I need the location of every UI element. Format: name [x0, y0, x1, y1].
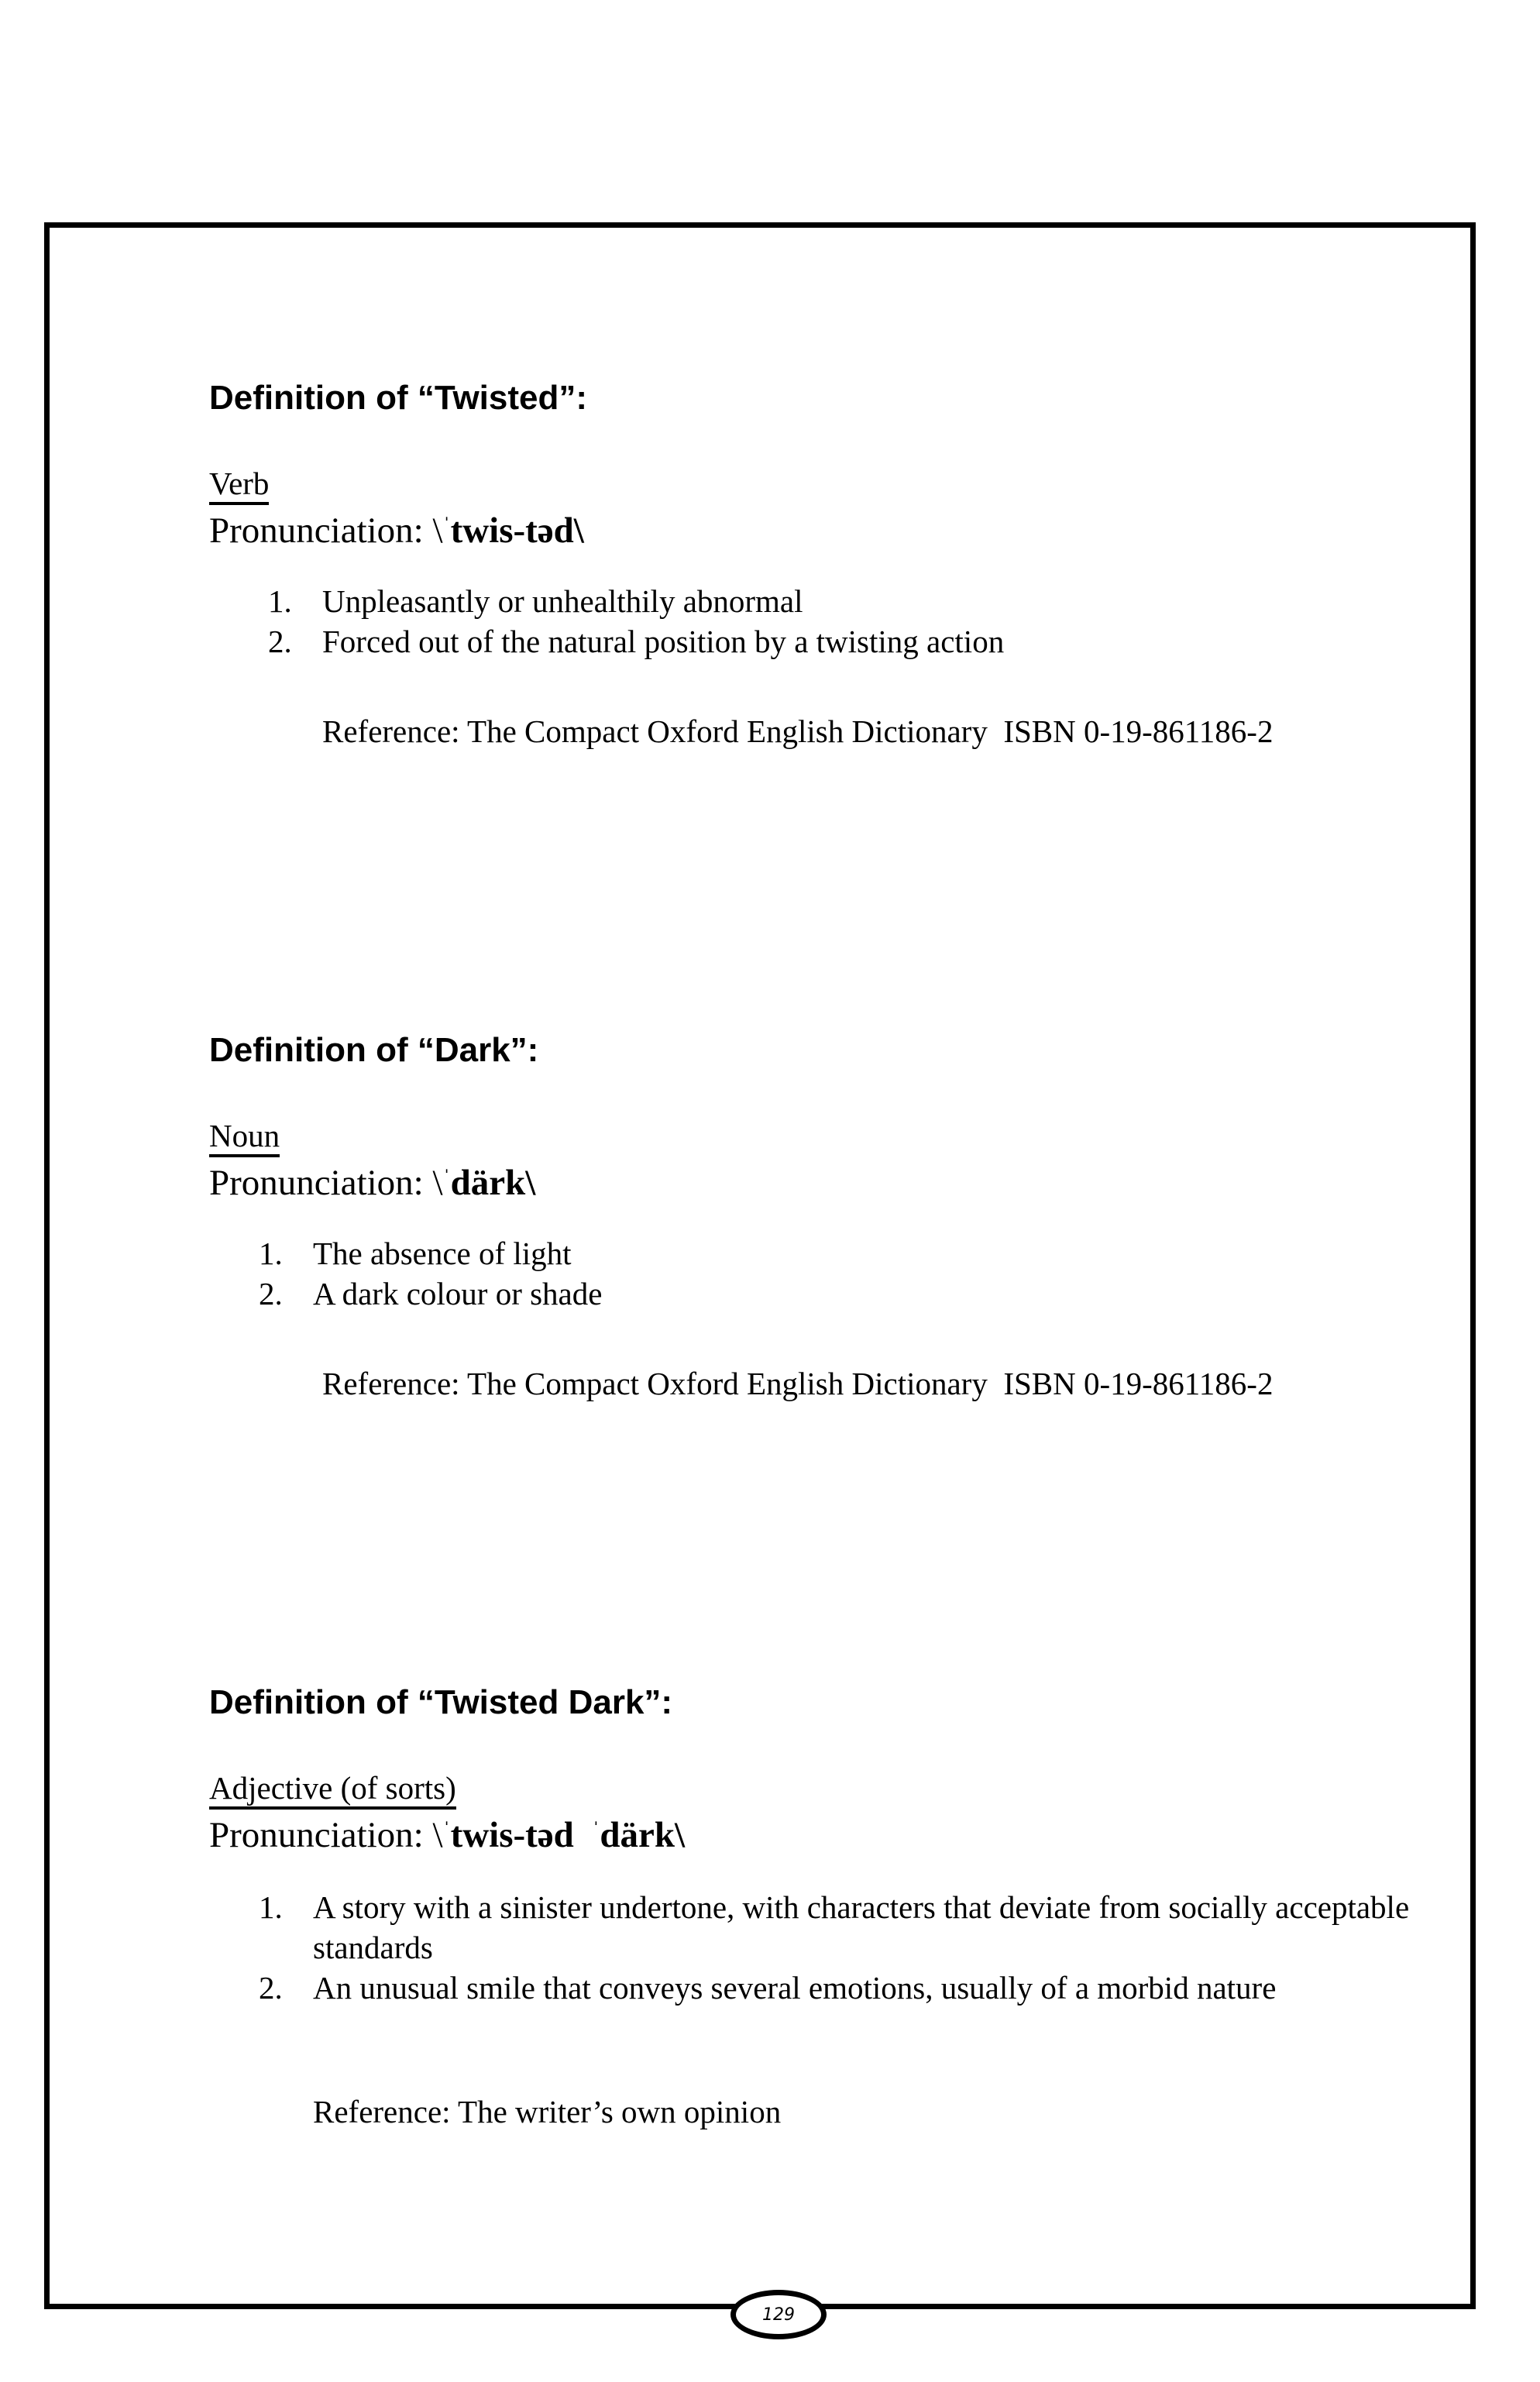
definition-twisted	[209, 378, 1418, 749]
definition-dark	[209, 1030, 1418, 1401]
page-number: 129	[762, 2305, 795, 2325]
pronunciation-prefix: Pronunciation: \	[209, 510, 443, 551]
sense-list	[209, 1233, 1418, 1314]
pronunciation	[209, 1810, 1418, 1856]
sense-list	[209, 581, 1418, 662]
sense-item	[209, 1273, 1418, 1314]
definition-heading: Definition of “Twisted”:	[209, 379, 588, 417]
sense-text: Unpleasantly or unhealthily abnormal	[322, 583, 803, 619]
page-number-badge	[730, 2290, 827, 2339]
definition-twisted-dark	[209, 1683, 1418, 2129]
definition-heading: Definition of “Twisted Dark”:	[209, 1683, 673, 1721]
part-of-speech: Adjective (of sorts)	[209, 1769, 456, 1810]
sense-text: The absence of light	[313, 1236, 572, 1271]
stress-mark: ˈ	[442, 513, 451, 538]
pronunciation-word: därk\	[600, 1815, 686, 1855]
sense-text: Forced out of the natural position by a twisting action	[322, 624, 1005, 659]
pronunciation-word: därk\	[450, 1163, 536, 1203]
sense-number: 1.	[259, 1889, 283, 1925]
pronunciation-word: twis-təd\	[450, 510, 584, 551]
reference: Reference: The Compact Oxford English Dictionary ISBN 0-19-861186-2	[322, 1366, 1274, 1401]
pronunciation-prefix: Pronunciation: \	[209, 1815, 443, 1855]
reference: Reference: The writer’s own opinion	[313, 2094, 782, 2129]
sense-text: A story with a sinister undertone, with characters that deviate from socially acceptable standards	[313, 1889, 1410, 1965]
part-of-speech: Verb	[209, 465, 269, 505]
stress-mark: ˈ	[592, 1817, 600, 1843]
pronunciation-word: twis-təd	[450, 1815, 574, 1855]
sense-item	[209, 621, 1418, 662]
sense-item	[209, 1968, 1428, 2008]
definition-heading: Definition of “Dark”:	[209, 1031, 539, 1069]
sense-number: 1.	[268, 583, 292, 619]
pronunciation	[209, 505, 1418, 552]
sense-number: 2.	[259, 1970, 283, 2006]
sense-list	[209, 1887, 1418, 2008]
sense-number: 2.	[268, 624, 292, 659]
stress-mark: ˈ	[442, 1165, 451, 1191]
pronunciation-prefix: Pronunciation: \	[209, 1163, 443, 1203]
pronunciation	[209, 1157, 1418, 1204]
stress-mark: ˈ	[442, 1817, 451, 1843]
part-of-speech: Noun	[209, 1117, 280, 1157]
sense-text: A dark colour or shade	[313, 1276, 603, 1311]
sense-text: An unusual smile that conveys several emotions, usually of a morbid nature	[313, 1970, 1277, 2006]
sense-number: 2.	[259, 1276, 283, 1311]
reference: Reference: The Compact Oxford English Dictionary ISBN 0-19-861186-2	[322, 713, 1274, 749]
sense-item	[209, 581, 1418, 621]
sense-item	[209, 1233, 1418, 1273]
sense-item	[209, 1887, 1428, 1968]
sense-number: 1.	[259, 1236, 283, 1271]
